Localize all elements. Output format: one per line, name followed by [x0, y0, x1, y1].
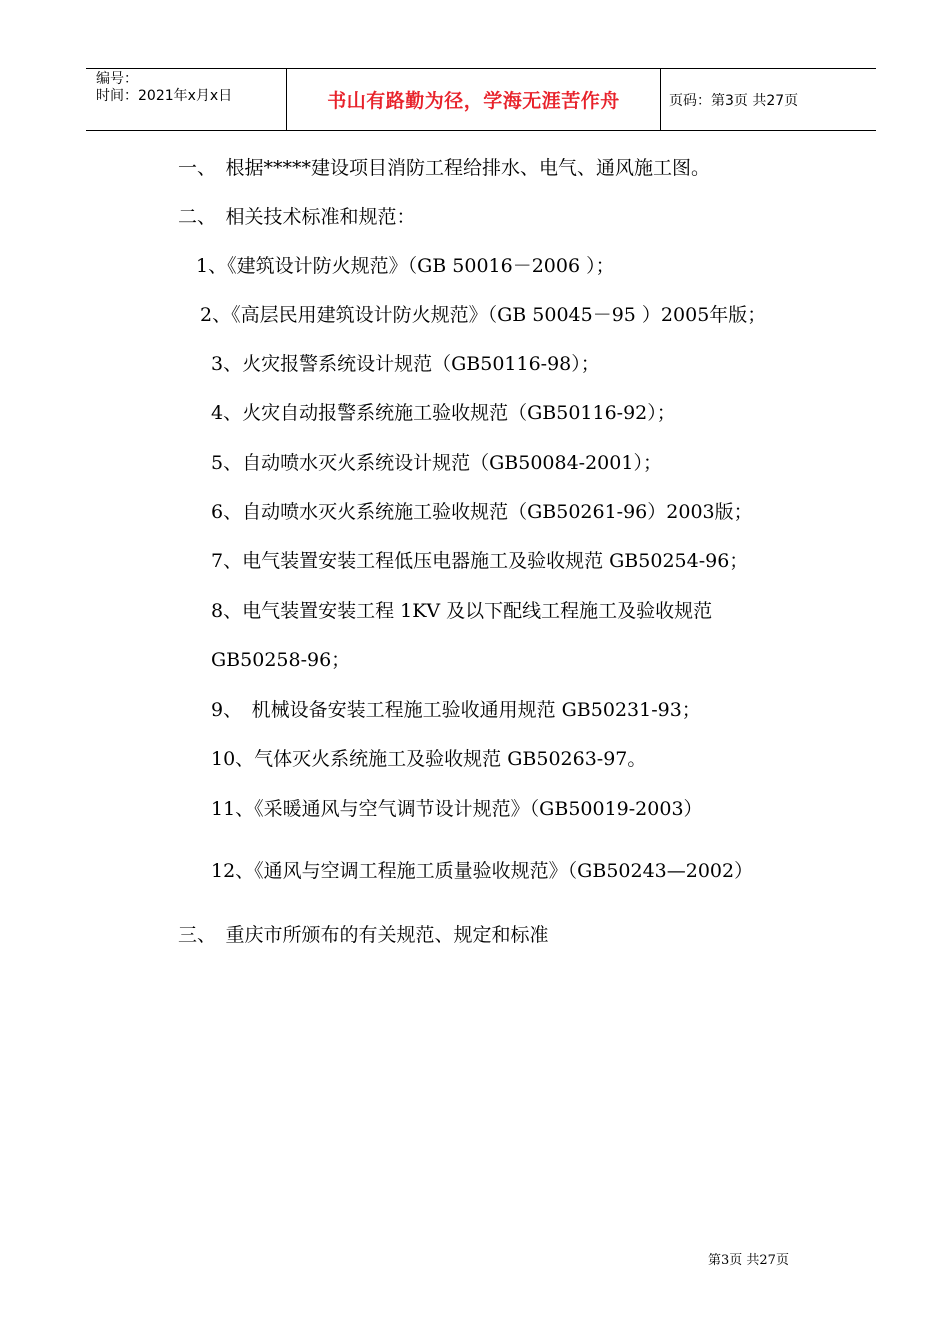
header-motto: 书山有路勤为径，学海无涯苦作舟 — [327, 90, 620, 112]
page-header — [86, 68, 876, 131]
header-meta — [86, 69, 287, 130]
document-number-label: 编号： — [96, 71, 138, 87]
list-item: 11、《采暖通风与空气调节设计规范》（GB50019-2003） — [211, 798, 703, 820]
list-item: 6、自动喷水灭火系统施工验收规范（GB50261-96）2003版； — [211, 501, 753, 523]
header-motto-cell — [287, 69, 661, 130]
document-time: 时间：2021年x月x日 — [96, 88, 233, 104]
list-item: 9、 机械设备安装工程施工验收通用规范 GB50231-93； — [211, 699, 701, 721]
list-item-continuation: GB50258-96； — [211, 649, 351, 671]
list-item: 1、《建筑设计防火规范》（GB 50016－2006 ）； — [196, 255, 615, 277]
list-item: 3、火灾报警系统设计规范（GB50116-98）； — [211, 353, 600, 375]
page-footer: 第3页 共27页 — [708, 1253, 789, 1268]
section-heading-1: 一、 根据*****建设项目消防工程给排水、电气、通风施工图。 — [178, 157, 711, 179]
list-item: 8、电气装置安装工程 1KV 及以下配线工程施工及验收规范 — [211, 600, 713, 622]
list-item: 2、《高层民用建筑设计防火规范》（GB 50045－95 ）2005年版； — [200, 304, 767, 326]
list-item: 7、电气装置安装工程低压电器施工及验收规范 GB50254-96； — [211, 550, 749, 572]
list-item: 4、火灾自动报警系统施工验收规范（GB50116-92）； — [211, 402, 676, 424]
section-heading-2: 二、 相关技术标准和规范： — [178, 206, 416, 228]
list-item: 5、自动喷水灭火系统设计规范（GB50084-2001）； — [211, 452, 662, 474]
header-page-info: 页码：第3页 共27页 — [669, 92, 799, 109]
section-heading-3: 三、 重庆市所颁布的有关规范、规定和标准 — [178, 924, 549, 946]
list-item: 10、气体灭火系统施工及验收规范 GB50263-97。 — [211, 748, 647, 770]
list-item: 12、《通风与空调工程施工质量验收规范》（GB50243—2002） — [211, 860, 754, 882]
